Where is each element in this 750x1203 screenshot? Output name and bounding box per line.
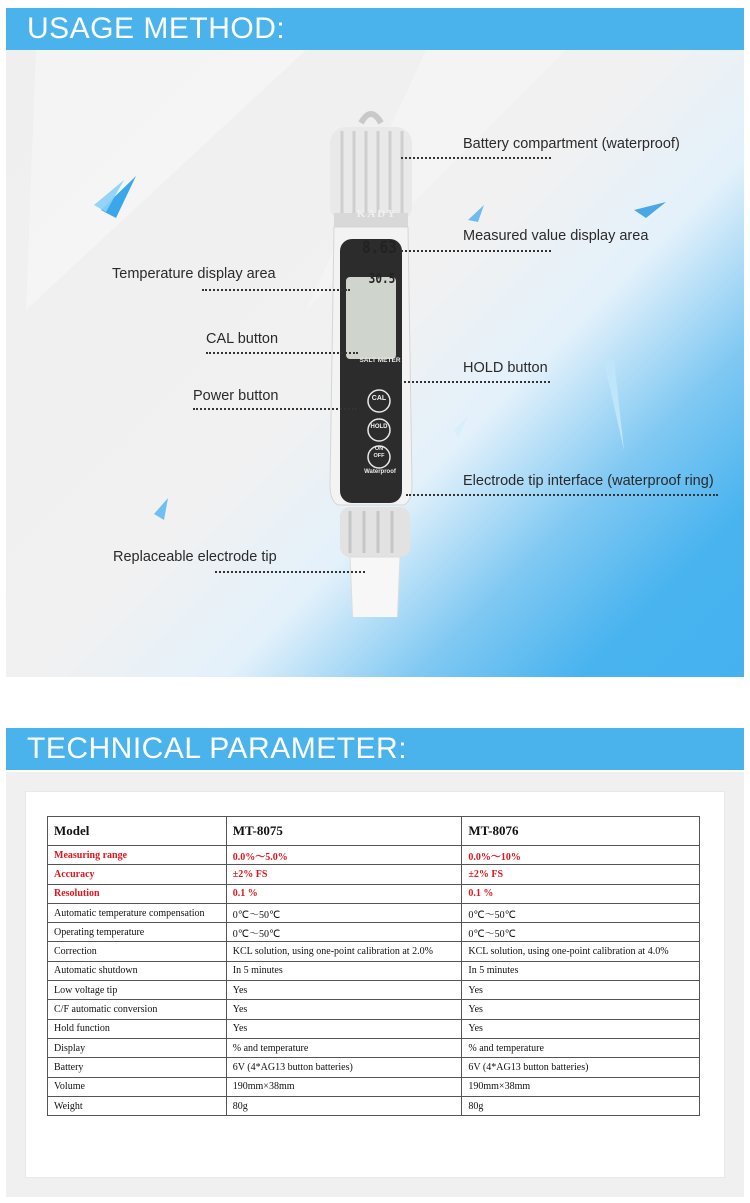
table-cell: Automatic temperature compensation — [48, 903, 227, 922]
temperature-display-callout-label: Temperature display area — [112, 266, 276, 282]
table-cell: 80g — [462, 1096, 700, 1115]
measured-display-callout-leader — [401, 250, 551, 252]
power-on-label: ON — [374, 446, 384, 452]
spec-table — [47, 816, 700, 1116]
table-header-cell: Model — [48, 817, 227, 846]
table-cell: 0℃～50℃ — [226, 923, 462, 942]
table-cell: 0.1 % — [226, 884, 462, 903]
table-row — [48, 1096, 700, 1115]
table-cell: % and temperature — [462, 1038, 700, 1057]
usage-illustration-panel — [6, 50, 744, 677]
table-cell: Automatic shutdown — [48, 961, 227, 980]
table-row — [48, 961, 700, 980]
table-cell: Yes — [462, 1000, 700, 1019]
electrode-tip-callout-label: Replaceable electrode tip — [113, 549, 277, 565]
hold-button-callout-leader — [400, 381, 550, 383]
table-row — [48, 903, 700, 922]
table-header-cell: MT-8075 — [226, 817, 462, 846]
table-cell: Yes — [462, 1019, 700, 1038]
table-cell: Weight — [48, 1096, 227, 1115]
table-cell: Display — [48, 1038, 227, 1057]
table-row — [48, 1038, 700, 1057]
usage-method-title: USAGE METHOD: — [27, 12, 286, 45]
power-button-callout-leader — [193, 408, 357, 410]
power-button-callout-label: Power button — [193, 388, 279, 404]
measured-display-callout-label: Measured value display area — [463, 228, 649, 244]
power-off-label: OFF — [373, 453, 385, 459]
table-cell: 80g — [226, 1096, 462, 1115]
power-button[interactable] — [368, 446, 390, 460]
table-row — [48, 1000, 700, 1019]
table-cell: 190mm×38mm — [462, 1077, 700, 1096]
table-row — [48, 884, 700, 903]
table-cell: ±2% FS — [226, 865, 462, 884]
temperature-readout: 30.5 — [368, 272, 396, 287]
table-cell: Yes — [226, 1019, 462, 1038]
table-cell: Accuracy — [48, 865, 227, 884]
table-header-row — [48, 817, 700, 846]
technical-parameter-title: TECHNICAL PARAMETER: — [27, 732, 408, 765]
electrode-interface-callout-leader — [406, 494, 718, 496]
usage-method-banner — [6, 8, 744, 50]
table-row — [48, 846, 700, 865]
table-cell: In 5 minutes — [462, 961, 700, 980]
table-row — [48, 865, 700, 884]
cal-button-callout-label: CAL button — [206, 331, 279, 347]
table-cell: Measuring range — [48, 846, 227, 865]
salt-meter-label: SALT METER — [359, 357, 401, 364]
table-row — [48, 942, 700, 961]
waterproof-label: Waterproof — [364, 469, 396, 475]
electrode-interface-callout-label: Electrode tip interface (waterproof ring) — [463, 473, 714, 489]
table-cell: Battery — [48, 1058, 227, 1077]
table-row — [48, 1077, 700, 1096]
hold-button[interactable]: HOLD — [370, 424, 388, 430]
measured-value-readout: 8.63 — [362, 238, 397, 258]
table-cell: 0.1 % — [462, 884, 700, 903]
table-cell: Yes — [226, 1000, 462, 1019]
battery-callout-leader — [401, 157, 551, 159]
table-cell: Yes — [462, 981, 700, 1000]
table-cell: In 5 minutes — [226, 961, 462, 980]
table-header-cell: MT-8076 — [462, 817, 700, 846]
table-cell: 0.0%～10% — [462, 846, 700, 865]
table-cell: 0℃～50℃ — [226, 903, 462, 922]
table-cell: 6V (4*AG13 button batteries) — [462, 1058, 700, 1077]
table-cell: Correction — [48, 942, 227, 961]
table-cell: Yes — [226, 981, 462, 1000]
table-cell: % and temperature — [226, 1038, 462, 1057]
table-row — [48, 923, 700, 942]
table-cell: Resolution — [48, 884, 227, 903]
table-row — [48, 1019, 700, 1038]
table-cell: 0℃～50℃ — [462, 903, 700, 922]
table-cell: Low voltage tip — [48, 981, 227, 1000]
table-cell: 6V (4*AG13 button batteries) — [226, 1058, 462, 1077]
table-row — [48, 1058, 700, 1077]
table-cell: Operating temperature — [48, 923, 227, 942]
table-row — [48, 981, 700, 1000]
hold-button-callout-label: HOLD button — [463, 360, 548, 376]
technical-parameter-banner — [6, 728, 744, 770]
table-cell: 0.0%～5.0% — [226, 846, 462, 865]
battery-callout-label: Battery compartment (waterproof) — [463, 136, 680, 152]
temperature-display-callout-leader — [202, 289, 350, 291]
table-cell: 190mm×38mm — [226, 1077, 462, 1096]
device-brand: KADY — [356, 208, 398, 220]
table-cell: KCL solution, using one-point calibration at 2.0% — [226, 942, 462, 961]
table-cell: Volume — [48, 1077, 227, 1096]
table-cell: ±2% FS — [462, 865, 700, 884]
cal-button[interactable]: CAL — [371, 395, 387, 402]
table-cell: C/F automatic conversion — [48, 1000, 227, 1019]
table-cell: KCL solution, using one-point calibration at 4.0% — [462, 942, 700, 961]
table-cell: 0℃～50℃ — [462, 923, 700, 942]
electrode-tip-callout-leader — [215, 571, 365, 573]
cal-button-callout-leader — [206, 352, 358, 354]
table-cell: Hold function — [48, 1019, 227, 1038]
